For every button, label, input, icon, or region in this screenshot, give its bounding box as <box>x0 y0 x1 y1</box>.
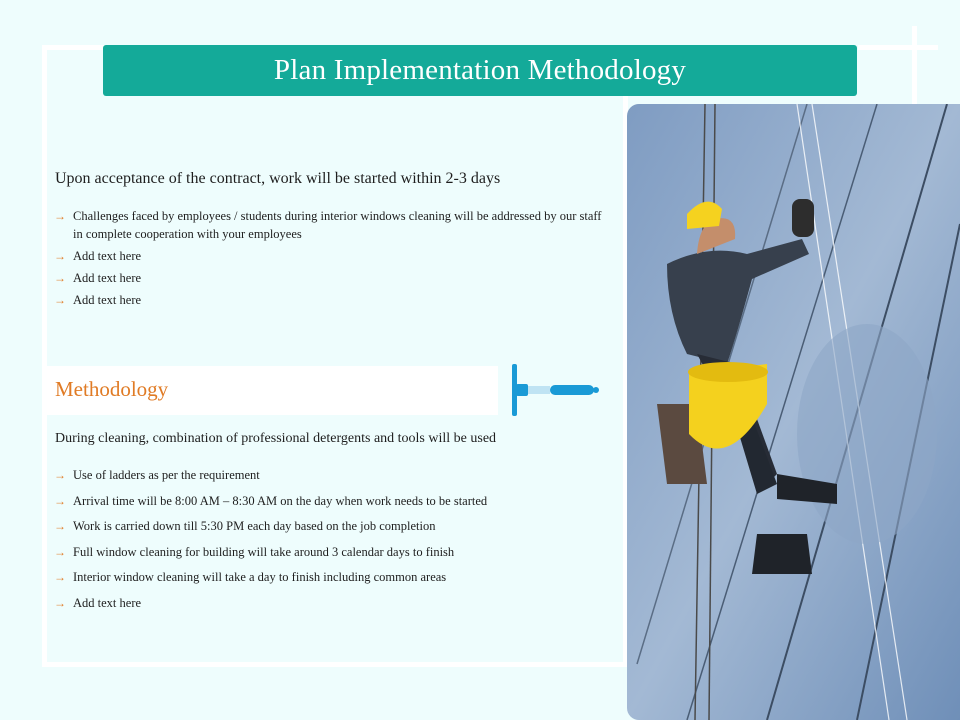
list-item-text: Arrival time will be 8:00 AM – 8:30 AM on the day when work needs to be started <box>73 493 488 508</box>
list-item-text: Work is carried down till 5:30 PM each day based on the job completion <box>73 519 436 534</box>
list-item-text: Add text here <box>73 249 142 263</box>
list-item-text: Add text here <box>73 293 142 307</box>
arrow-icon: → <box>54 271 66 285</box>
list-item-text: Add text here <box>73 595 142 610</box>
list-item <box>54 594 614 612</box>
list-item <box>54 568 614 586</box>
list-item <box>54 466 614 484</box>
list-item <box>54 269 604 287</box>
list-item-text: Full window cleaning for building will take around 3 calendar days to finish <box>73 544 455 559</box>
methodology-header <box>47 366 498 415</box>
squeegee-icon <box>510 362 602 418</box>
title-bar <box>103 45 857 96</box>
list-item <box>54 291 604 309</box>
list-item <box>54 543 614 561</box>
arrow-icon: → <box>54 570 66 585</box>
page-title: Plan Implementation Methodology <box>273 54 687 86</box>
methodology-bullets <box>54 466 614 620</box>
list-item <box>54 517 614 535</box>
photo-illustration <box>627 104 960 720</box>
arrow-icon: → <box>54 595 66 610</box>
list-item-text: Use of ladders as per the requirement <box>73 468 260 482</box>
list-item <box>54 207 604 243</box>
list-item <box>54 247 604 265</box>
list-item-text: Interior window cleaning will take a day to finish including common areas <box>73 570 447 585</box>
arrow-icon: → <box>54 293 66 307</box>
methodology-heading: Methodology <box>55 377 169 401</box>
arrow-icon: → <box>54 249 66 263</box>
list-item <box>54 492 614 510</box>
window-cleaner-photo <box>627 104 960 720</box>
arrow-icon: → <box>54 519 66 534</box>
arrow-icon: → <box>54 493 66 508</box>
section-lead: Upon acceptance of the contract, work will be started within 2-3 days <box>55 170 501 187</box>
arrow-icon: → <box>54 468 66 482</box>
section-bullets <box>54 207 604 313</box>
list-item-text: Challenges faced by employees / students during interior windows cleaning will be addressed by our staff in complete cooperation with your employees <box>73 209 602 241</box>
frame-line <box>912 26 917 106</box>
list-item-text: Add text here <box>73 271 142 285</box>
arrow-icon: → <box>54 209 66 223</box>
arrow-icon: → <box>54 544 66 559</box>
frame-line <box>858 45 938 50</box>
methodology-lead: During cleaning, combination of professional detergents and tools will be used <box>55 431 497 446</box>
